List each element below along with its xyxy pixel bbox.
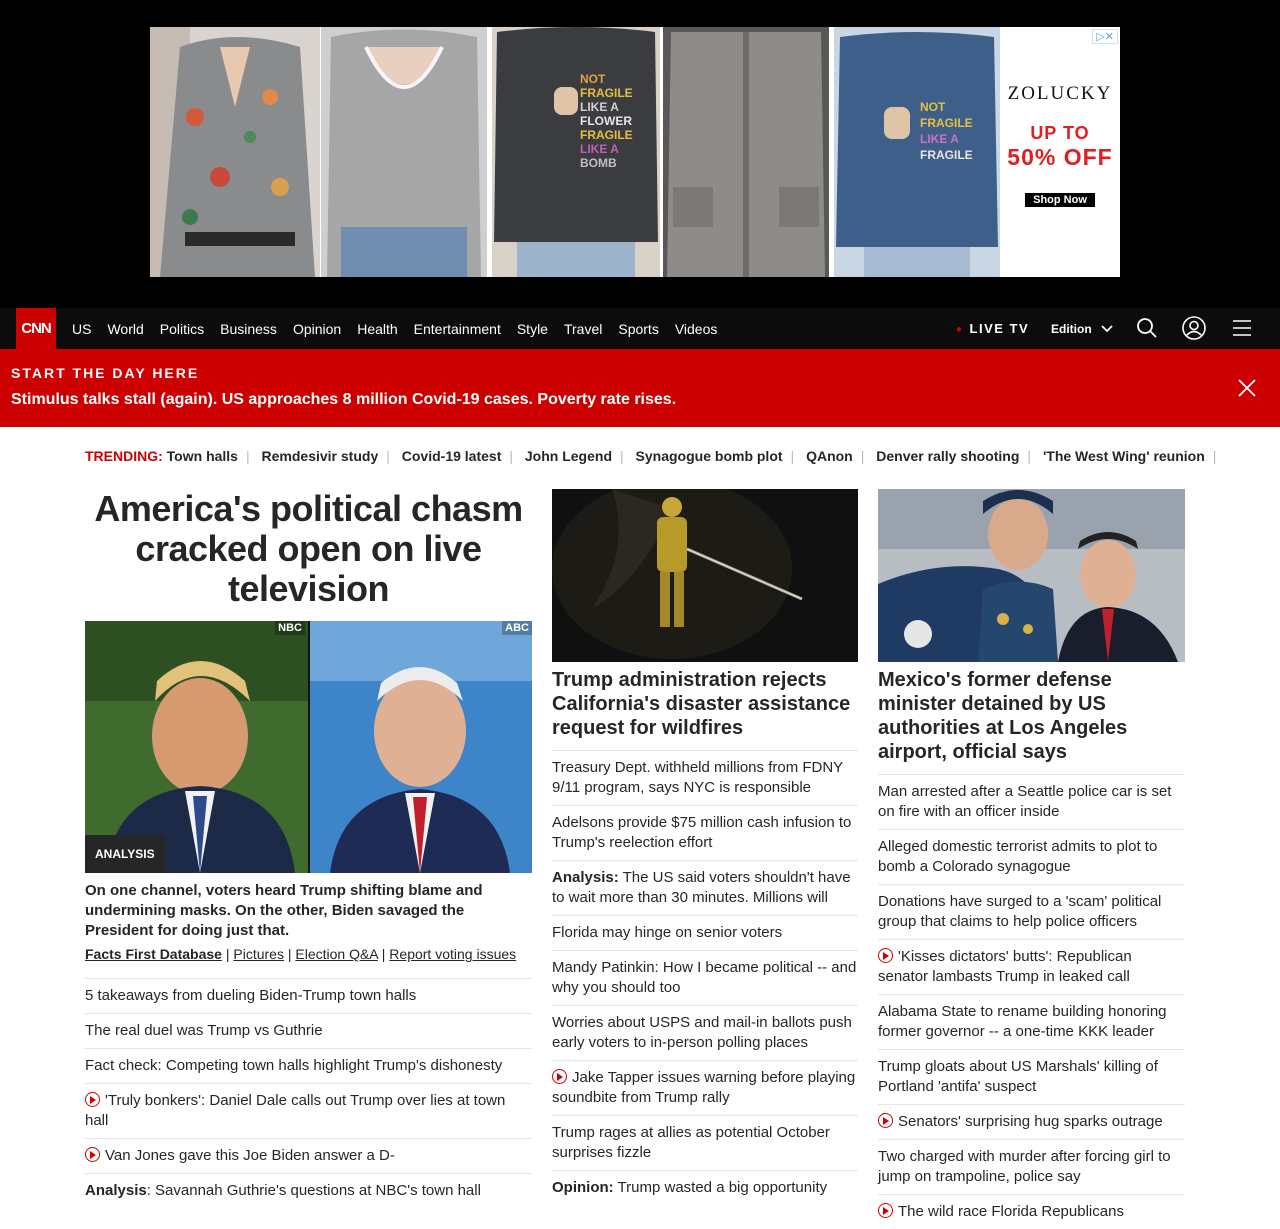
image-network-tag-nbc: NBC xyxy=(275,621,305,635)
trending-item[interactable]: Remdesivir study xyxy=(261,448,379,464)
list-item[interactable] xyxy=(552,1005,858,1060)
list-item[interactable] xyxy=(878,884,1185,939)
ad-brand-name: ZOLUCKY xyxy=(1007,83,1113,104)
chevron-down-icon xyxy=(1101,325,1113,333)
story-link[interactable]: Jake Tapper issues warning before playing soundbite from Trump rally xyxy=(552,1069,856,1106)
analysis-badge: ANALYSIS xyxy=(85,835,165,873)
list-item[interactable] xyxy=(85,978,532,1013)
firefighter-photo xyxy=(552,489,858,662)
svg-text:NOT: NOT xyxy=(580,72,606,86)
live-dot-icon: ● xyxy=(956,324,964,335)
list-item[interactable] xyxy=(552,1115,858,1170)
list-item[interactable] xyxy=(85,1173,532,1208)
lead-story-list xyxy=(85,978,532,1208)
list-item[interactable] xyxy=(85,1083,532,1138)
breaking-banner[interactable] xyxy=(0,349,1280,427)
pictures-link[interactable]: Pictures xyxy=(233,946,284,962)
close-icon[interactable] xyxy=(1237,378,1257,398)
search-icon[interactable] xyxy=(1135,316,1159,340)
svg-text:LIKE A: LIKE A xyxy=(580,142,619,156)
svg-text:FRAGILE: FRAGILE xyxy=(580,128,633,142)
list-item[interactable] xyxy=(85,1048,532,1083)
story-link[interactable]: Two charged with murder after forcing girl to jump on trampoline, police say xyxy=(878,1148,1171,1185)
nav-link-health[interactable]: Health xyxy=(357,320,398,337)
story-link[interactable]: Fact check: Competing town halls highlight Trump's dishonesty xyxy=(85,1057,503,1074)
list-item[interactable] xyxy=(878,829,1185,884)
play-video-icon xyxy=(552,1069,567,1084)
story-prefix: Analysis: xyxy=(552,869,619,886)
ad-choices-icon[interactable]: ▷✕ xyxy=(1092,29,1118,44)
nav-link-us[interactable]: US xyxy=(72,320,92,337)
trending-item[interactable]: John Legend xyxy=(524,448,613,464)
story-prefix: Analysis xyxy=(85,1182,147,1199)
story-link[interactable]: 'Truly bonkers': Daniel Dale calls out Trump over lies at town hall xyxy=(85,1092,506,1129)
middle-column xyxy=(552,489,858,1205)
trending-item[interactable]: QAnon xyxy=(806,448,853,464)
trending-bar: TRENDING: Town halls | Remdesivir study | Covid-19 latest | John Legend | Synagogue bomb plot | QAnon | Denver rally shooting | 'The West Wing' reunion | xyxy=(85,448,1217,464)
play-video-icon xyxy=(878,948,893,963)
list-item[interactable] xyxy=(878,1139,1185,1194)
lead-column xyxy=(85,489,532,1208)
list-item[interactable] xyxy=(878,939,1185,994)
list-item[interactable] xyxy=(552,915,858,950)
ad-product-grey-sweater[interactable] xyxy=(321,27,487,277)
story-link[interactable]: Trump rages at allies as potential October surprises fizzle xyxy=(552,1124,830,1161)
officials-photo xyxy=(878,489,1185,662)
list-item[interactable] xyxy=(552,950,858,1005)
story-link[interactable]: Worries about USPS and mail-in ballots push early voters to in-person polling places xyxy=(552,1014,852,1051)
nav-link-travel[interactable]: Travel xyxy=(563,320,603,337)
trending-label: TRENDING: xyxy=(85,448,163,464)
election-qa-link[interactable]: Election Q&A xyxy=(295,946,378,962)
right-story-list xyxy=(878,774,1185,1229)
ad-promo-line2: 50% OFF xyxy=(1007,144,1113,170)
nav-link-entertainment[interactable]: Entertainment xyxy=(413,320,501,337)
list-item[interactable] xyxy=(85,1013,532,1048)
list-item[interactable] xyxy=(552,860,858,915)
svg-text:NOT: NOT xyxy=(920,100,946,114)
story-link[interactable]: Trump gloats about US Marshals' killing of Portland 'antifa' suspect xyxy=(878,1058,1158,1095)
banner-kicker: START THE DAY HERE xyxy=(11,365,200,381)
story-link[interactable]: Treasury Dept. withheld millions from FDNY 9/11 program, says NYC is responsible xyxy=(552,759,843,796)
trending-item[interactable]: Covid-19 latest xyxy=(401,448,502,464)
right-headline[interactable]: Mexico's former defense minister detained by US authorities at Los Angeles airport, official says xyxy=(878,669,1128,763)
list-item[interactable] xyxy=(552,1170,858,1205)
story-link[interactable]: Van Jones gave this Joe Biden answer a D- xyxy=(105,1147,395,1164)
ad-product-knit-cardigan[interactable] xyxy=(663,27,829,277)
trending-item[interactable]: Synagogue bomb plot xyxy=(635,448,783,464)
ad-brand-panel[interactable] xyxy=(1000,27,1120,277)
story-link[interactable]: Alleged domestic terrorist admits to plot to bomb a Colorado synagogue xyxy=(878,838,1158,875)
svg-text:BOMB: BOMB xyxy=(580,156,617,170)
edition-label: Edition xyxy=(1051,322,1092,336)
live-tv-label: LIVE TV xyxy=(969,321,1030,336)
story-link[interactable]: : Savannah Guthrie's questions at NBC's town hall xyxy=(146,1182,481,1199)
right-column xyxy=(878,489,1185,1229)
main-nav xyxy=(0,308,1280,349)
nav-link-videos[interactable]: Videos xyxy=(674,320,718,337)
story-link[interactable]: Man arrested after a Seattle police car is set on fire with an officer inside xyxy=(878,783,1172,820)
nav-link-style[interactable]: Style xyxy=(516,320,548,337)
middle-story-list xyxy=(552,750,858,1205)
edition-dropdown[interactable] xyxy=(1051,322,1113,336)
lead-headline[interactable]: America's political chasm cracked open on live television xyxy=(94,488,523,609)
image-network-tag-abc: ABC xyxy=(502,621,532,635)
svg-text:LIKE A: LIKE A xyxy=(580,100,619,114)
svg-text:FLOWER: FLOWER xyxy=(580,114,632,128)
list-item[interactable] xyxy=(878,994,1185,1049)
list-item[interactable] xyxy=(878,774,1185,829)
trending-item[interactable]: Denver rally shooting xyxy=(876,448,1020,464)
cnn-logo[interactable]: CNN xyxy=(16,308,56,349)
svg-text:LIKE A: LIKE A xyxy=(920,132,959,146)
ad-area xyxy=(0,0,1280,308)
list-item[interactable] xyxy=(552,805,858,860)
wildfire-image[interactable] xyxy=(552,489,858,662)
facts-first-link[interactable]: Facts First Database xyxy=(85,946,222,962)
lead-image[interactable] xyxy=(85,621,532,873)
mexico-image[interactable] xyxy=(878,489,1185,662)
nav-link-business[interactable]: Business xyxy=(220,320,277,337)
nav-link-opinion[interactable]: Opinion xyxy=(292,320,342,337)
play-video-icon xyxy=(878,1113,893,1128)
ad-product-slogan-sweatshirt[interactable] xyxy=(492,27,660,277)
banner-headline[interactable]: Stimulus talks stall (again). US approaches 8 million Covid-19 cases. Poverty rate rises. xyxy=(11,391,677,408)
fashion-ad-banner[interactable] xyxy=(150,27,1120,277)
ad-shop-now-button[interactable]: Shop Now xyxy=(1025,193,1095,207)
story-link[interactable]: The US said voters shouldn't have to wait more than 30 minutes. Millions will xyxy=(552,869,851,906)
story-link[interactable]: Florida may hinge on senior voters xyxy=(552,924,783,941)
story-prefix: Opinion: xyxy=(552,1179,614,1196)
story-link[interactable]: The wild race Florida Republicans xyxy=(898,1203,1124,1220)
menu-icon[interactable] xyxy=(1230,316,1254,340)
svg-text:FRAGILE: FRAGILE xyxy=(580,86,633,100)
story-link[interactable]: 'Kisses dictators' butts': Republican senator lambasts Trump in leaked call xyxy=(878,948,1132,985)
nav-link-politics[interactable]: Politics xyxy=(159,320,205,337)
story-link[interactable]: Senators' surprising hug sparks outrage xyxy=(898,1113,1163,1130)
live-tv-link[interactable] xyxy=(956,321,1029,336)
play-video-icon xyxy=(85,1092,100,1107)
lead-related-links: Facts First Database | Pictures | Election Q&A | Report voting issues xyxy=(85,946,517,962)
story-link[interactable]: Adelsons provide $75 million cash infusion to Trump's reelection effort xyxy=(552,814,852,851)
middle-headline[interactable]: Trump administration rejects California's disaster assistance request for wildfires xyxy=(552,669,851,739)
lead-dek[interactable]: On one channel, voters heard Trump shifting blame and undermining masks. On the other, Biden savaged the President for doing just that. xyxy=(85,882,483,939)
list-item[interactable] xyxy=(878,1049,1185,1104)
story-link[interactable]: 5 takeaways from dueling Biden-Trump town halls xyxy=(85,987,417,1004)
report-voting-issues-link[interactable]: Report voting issues xyxy=(389,946,517,962)
nav-links xyxy=(72,308,733,349)
ad-product-floral-top[interactable] xyxy=(150,27,320,277)
list-item[interactable] xyxy=(878,1194,1185,1229)
ad-promo-line1: UP TO xyxy=(1030,123,1090,143)
story-link[interactable]: The real duel was Trump vs Guthrie xyxy=(85,1022,323,1039)
account-icon[interactable] xyxy=(1182,316,1206,340)
story-link[interactable]: Mandy Patinkin: How I became political -- and why you should too xyxy=(552,959,857,996)
ad-product-blue-sweatshirt[interactable] xyxy=(834,27,1000,277)
trending-item[interactable]: 'The West Wing' reunion xyxy=(1042,448,1205,464)
svg-text:FRAGILE: FRAGILE xyxy=(920,116,973,130)
trending-item[interactable]: Town halls xyxy=(166,448,238,464)
play-video-icon xyxy=(85,1147,100,1162)
nav-link-sports[interactable]: Sports xyxy=(618,320,659,337)
play-video-icon xyxy=(878,1203,893,1218)
list-item[interactable] xyxy=(85,1138,532,1173)
svg-text:FRAGILE: FRAGILE xyxy=(920,148,973,162)
list-item[interactable] xyxy=(552,750,858,805)
story-link[interactable]: Alabama State to rename building honoring former governor -- a one-time KKK leader xyxy=(878,1003,1167,1040)
story-link[interactable]: Trump wasted a big opportunity xyxy=(613,1179,828,1196)
list-item[interactable] xyxy=(878,1104,1185,1139)
list-item[interactable] xyxy=(552,1060,858,1115)
nav-link-world[interactable]: World xyxy=(107,320,144,337)
story-link[interactable]: Donations have surged to a 'scam' political group that claims to help police officers xyxy=(878,893,1162,930)
